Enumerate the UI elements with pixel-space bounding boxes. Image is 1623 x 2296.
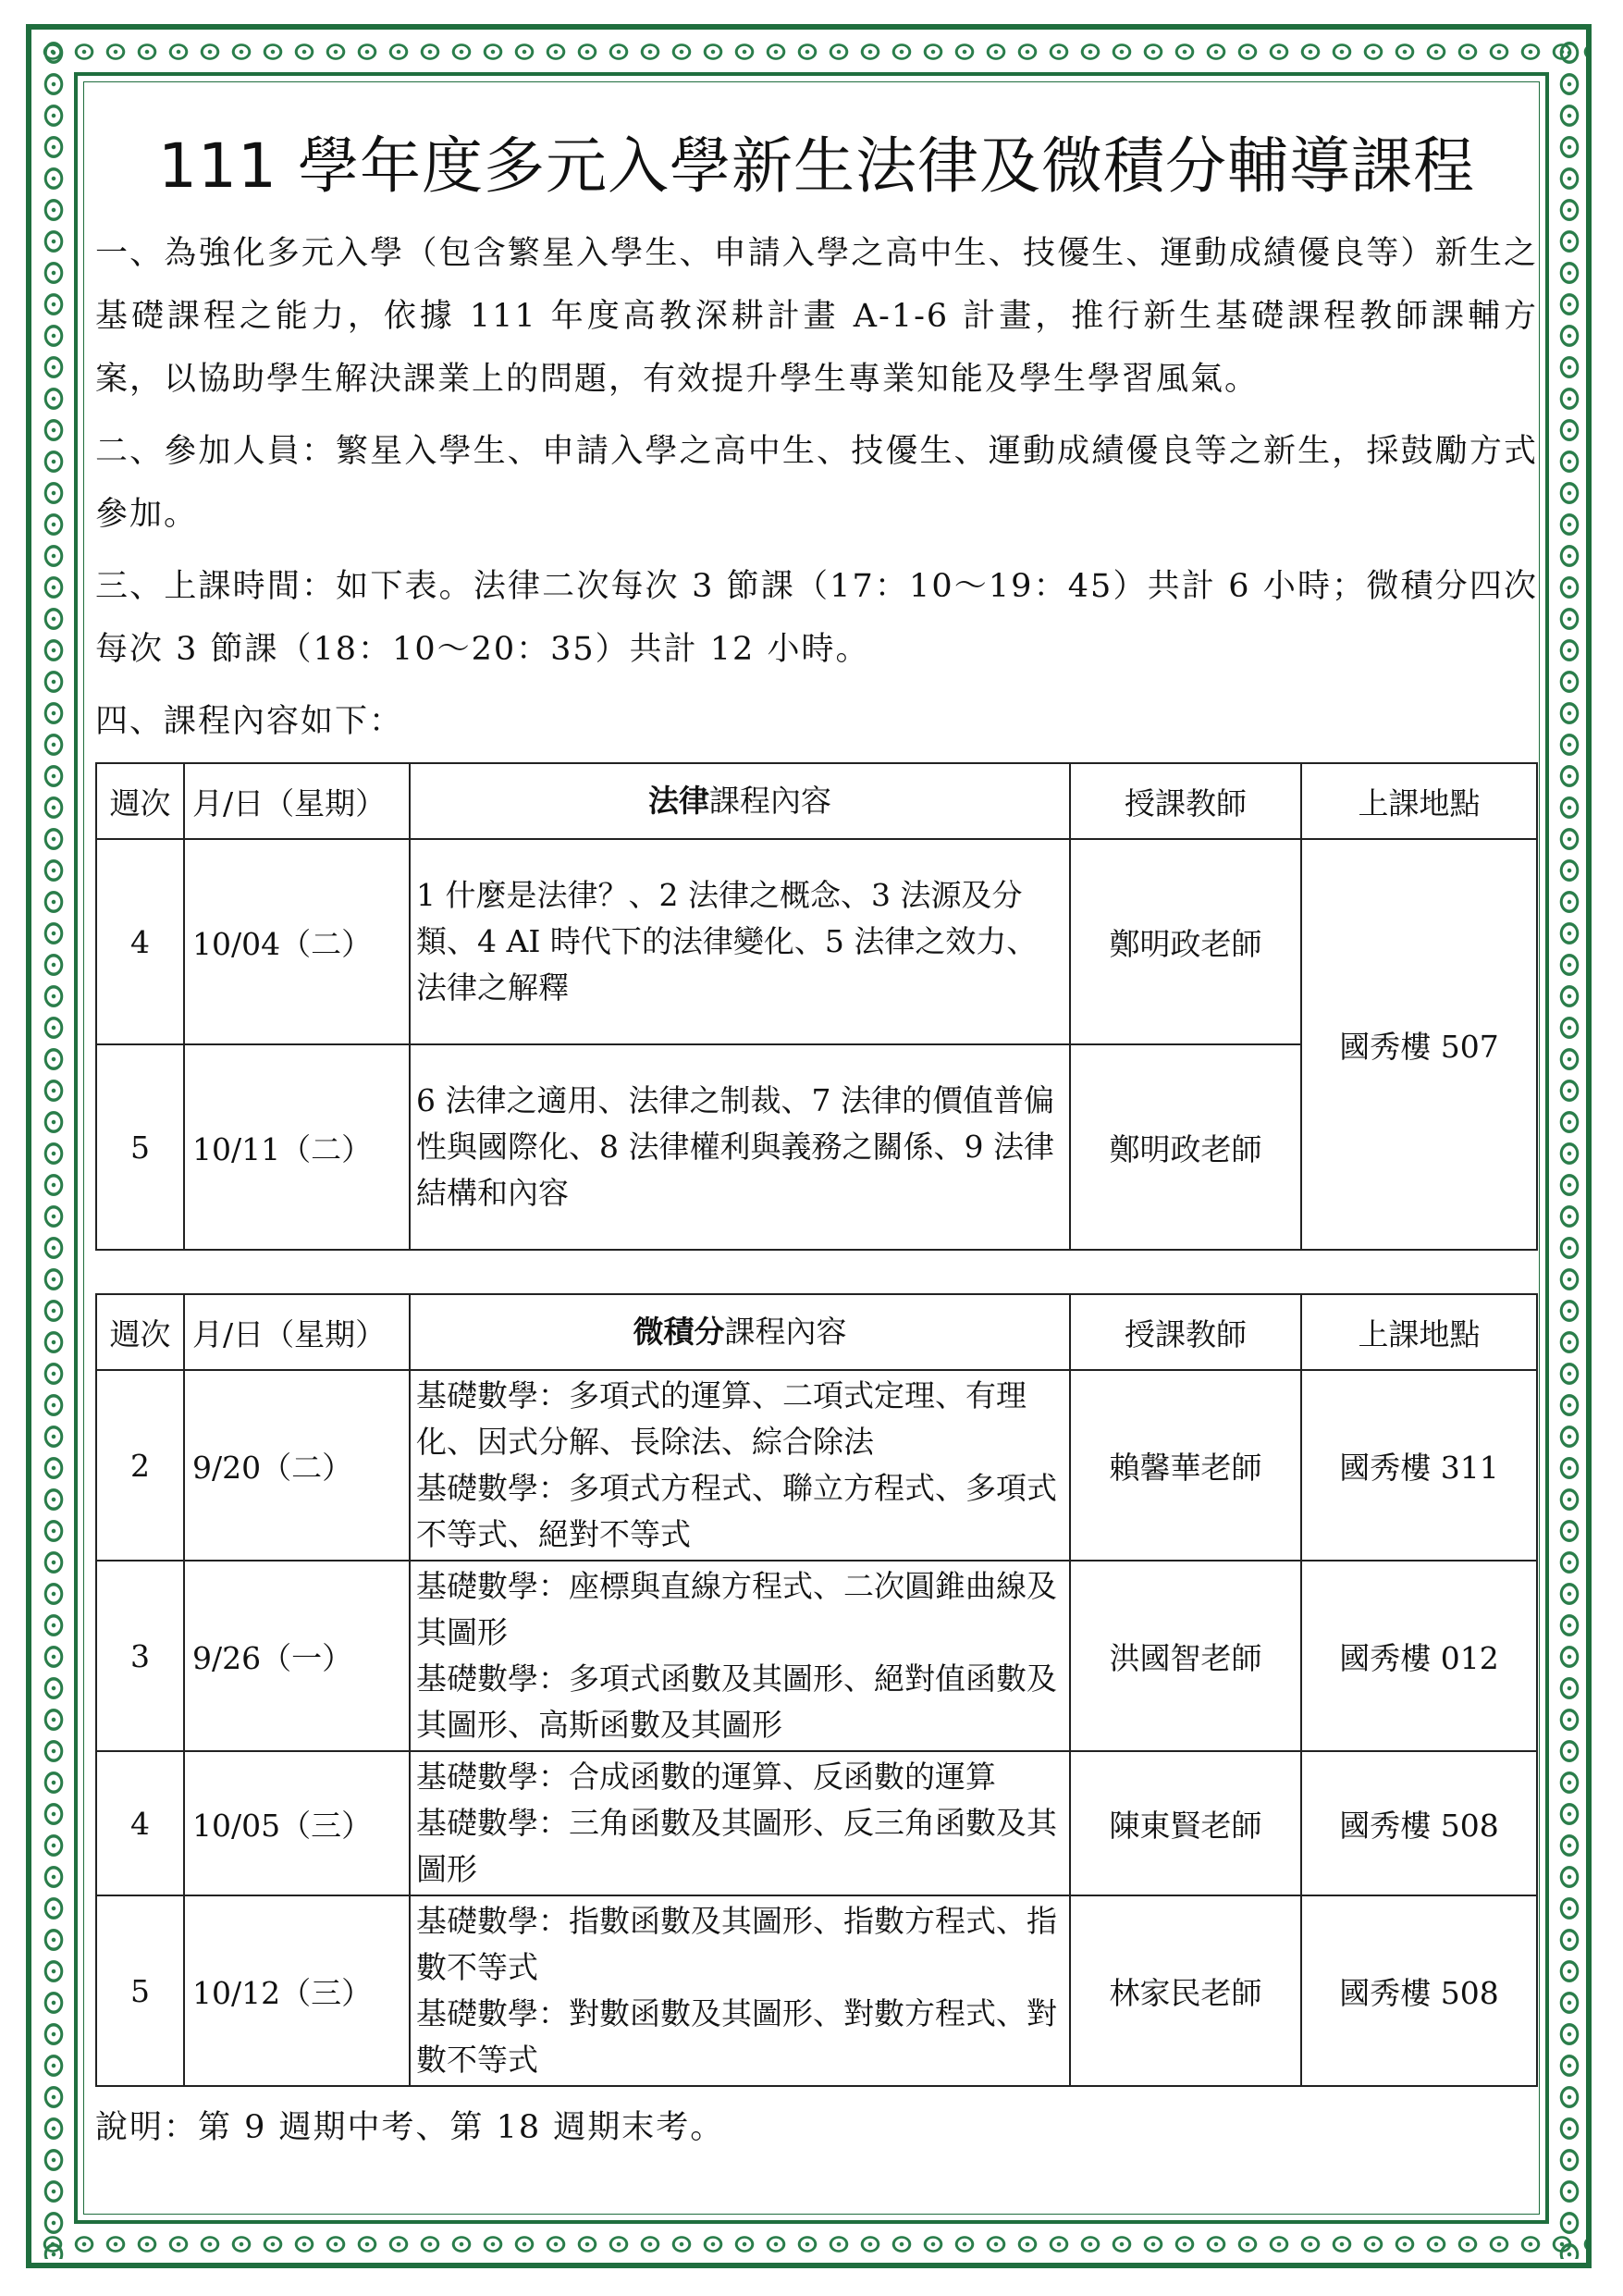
cell-teacher: 賴馨華老師	[1070, 1370, 1301, 1561]
header-teacher: 授課教師	[1070, 763, 1301, 839]
table-row	[96, 1895, 1537, 2086]
cell-date: 10/05（三）	[184, 1751, 410, 1895]
content-line: 基礎數學：多項式方程式、聯立方程式、多項式不等式、絕對不等式	[416, 1470, 1057, 1552]
header-subject: 法律	[648, 783, 709, 819]
header-content	[410, 1294, 1070, 1370]
header-week: 週次	[96, 763, 184, 839]
exam-note: 說明：第 9 週期中考、第 18 週期末考。	[95, 2109, 725, 2146]
header-week: 週次	[96, 1294, 184, 1370]
cell-place: 國秀樓 507	[1301, 839, 1537, 1250]
table-row	[96, 1751, 1537, 1895]
header-content	[410, 763, 1070, 839]
content-line: 基礎數學：多項式函數及其圖形、絕對值函數及其圖形、高斯函數及其圖形	[416, 1660, 1057, 1743]
content-line: 基礎數學：三角函數及其圖形、反三角函數及其圖形	[416, 1805, 1057, 1887]
paragraph-purpose: 一、為強化多元入學（包含繁星入學生、申請入學之高中生、技優生、運動成績優良等）新生之基礎課程之能力，依據 111 年度高教深耕計畫 A-1-6 計畫，推行新生基礎課程教師課輔方案，以協助學生解決課業上的問題，有效提升學生專業知能及學生學習風氣。	[95, 235, 1538, 398]
table-row	[96, 1561, 1537, 1751]
header-place: 上課地點	[1301, 1294, 1537, 1370]
table-header-row	[96, 763, 1537, 839]
cell-teacher: 陳東賢老師	[1070, 1751, 1301, 1895]
header-content-label: 課程內容	[709, 783, 831, 819]
cell-teacher: 鄭明政老師	[1070, 839, 1301, 1044]
cell-content: 6 法律之適用、法律之制裁、7 法律的價值普偏性與國際化、8 法律權利與義務之關係、9 法律結構和內容	[410, 1044, 1070, 1250]
header-teacher: 授課教師	[1070, 1294, 1301, 1370]
cell-place: 國秀樓 508	[1301, 1895, 1537, 2086]
cell-week: 5	[96, 1044, 184, 1250]
content-line: 基礎數學：對數函數及其圖形、對數方程式、對數不等式	[416, 1995, 1057, 2078]
header-content-label: 課程內容	[724, 1314, 847, 1350]
cell-week: 5	[96, 1895, 184, 2086]
cell-place: 國秀樓 508	[1301, 1751, 1537, 1895]
cell-date: 9/20（二）	[184, 1370, 410, 1561]
cell-week: 4	[96, 1751, 184, 1895]
cell-date: 10/11（二）	[184, 1044, 410, 1250]
cell-content	[410, 1895, 1070, 2086]
cell-date: 10/04（二）	[184, 839, 410, 1044]
cell-teacher: 洪國智老師	[1070, 1561, 1301, 1751]
paragraph-schedule: 三、上課時間：如下表。法律二次每次 3 節課（17：10～19：45）共計 6 小時；微積分四次每次 3 節課（18：10～20：35）共計 12 小時。	[95, 568, 1538, 668]
border-ornament-left	[37, 37, 70, 2259]
cell-week: 3	[96, 1561, 184, 1751]
border-ornament-right	[1553, 37, 1586, 2259]
cell-content: 1 什麼是法律？、2 法律之概念、3 法源及分類、4 AI 時代下的法律變化、5 法律之效力、法律之解釋	[410, 839, 1070, 1044]
header-subject: 微積分	[633, 1314, 725, 1350]
law-course-table	[95, 762, 1538, 1251]
cell-week: 4	[96, 839, 184, 1044]
page-title: 111 學年度多元入學新生法律及微積分輔導課程	[158, 130, 1475, 202]
paragraph-content-intro: 四、課程內容如下：	[95, 703, 404, 740]
table-header-row	[96, 1294, 1537, 1370]
header-date: 月/日（星期）	[184, 1294, 410, 1370]
content-line: 基礎數學：多項式的運算、二項式定理、有理化、因式分解、長除法、綜合除法	[416, 1377, 1027, 1460]
table-row	[96, 1370, 1537, 1561]
cell-place: 國秀樓 012	[1301, 1561, 1537, 1751]
cell-content	[410, 1561, 1070, 1751]
cell-content	[410, 1370, 1070, 1561]
paragraph-participants: 二、參加人員：繁星入學生、申請入學之高中生、技優生、運動成績優良等之新生，採鼓勵方式參加。	[95, 433, 1538, 533]
border-ornament-top	[37, 35, 1586, 68]
content-line: 基礎數學：合成函數的運算、反函數的運算	[416, 1759, 996, 1795]
table-row	[96, 839, 1537, 1044]
content-line: 基礎數學：座標與直線方程式、二次圓錐曲線及其圖形	[416, 1568, 1057, 1650]
cell-teacher: 鄭明政老師	[1070, 1044, 1301, 1250]
cell-teacher: 林家民老師	[1070, 1895, 1301, 2086]
cell-date: 10/12（三）	[184, 1895, 410, 2086]
cell-place: 國秀樓 311	[1301, 1370, 1537, 1561]
header-date: 月/日（星期）	[184, 763, 410, 839]
border-ornament-bottom	[37, 2228, 1586, 2261]
cell-week: 2	[96, 1370, 184, 1561]
header-place: 上課地點	[1301, 763, 1537, 839]
cell-content	[410, 1751, 1070, 1895]
cell-date: 9/26（一）	[184, 1561, 410, 1751]
document-body	[95, 111, 1538, 2155]
content-line: 基礎數學：指數函數及其圖形、指數方程式、指數不等式	[416, 1903, 1057, 1985]
calculus-course-table	[95, 1293, 1538, 2087]
